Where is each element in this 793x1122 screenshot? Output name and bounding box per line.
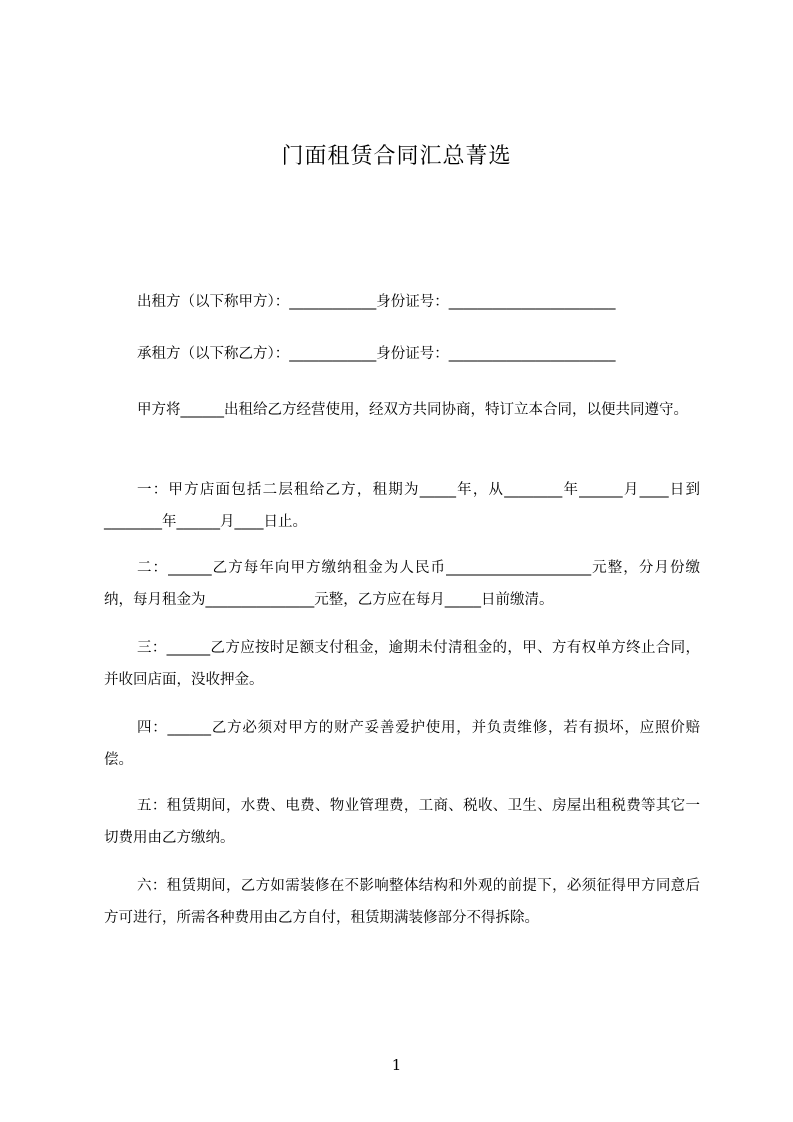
clause-4-paragraph: 四：______乙方必须对甲方的财产妥善爱护使用，并负责维修，若有损坏，应照价赔偿。 [104, 720, 700, 768]
document-title: 门面租赁合同汇总菁选 [281, 144, 512, 169]
preamble-paragraph: 甲方将______出租给乙方经营使用，经双方共同协商，特订立本合同，以便共同遵守。 [137, 402, 688, 418]
clause-1-paragraph: 一：甲方店面包括二层租给乙方，租期为_____年，从________年______月____日到________年______月____日止。 [104, 482, 700, 530]
lessor-line: 出租方（以下称甲方）：____________身份证号：_______________________ [137, 294, 616, 310]
lessee-line: 承租方（以下称乙方）：____________身份证号：_______________________ [137, 346, 616, 362]
clause-3-paragraph: 三：______乙方应按时足额支付租金，逾期未付清租金的，甲、方有权单方终止合同，并收回店面，没收押金。 [104, 640, 700, 688]
clause-5-paragraph: 五：租赁期间，水费、电费、物业管理费，工商、税收、卫生、房屋出租税费等其它一切费用由乙方缴纳。 [104, 798, 700, 846]
clause-2-paragraph: 二：______乙方每年向甲方缴纳租金为人民币____________________元整，分月份缴纳，每月租金为_______________元整，乙方应在每月_____日前缴清。 [104, 560, 700, 608]
clause-6-paragraph: 六：租赁期间，乙方如需装修在不影响整体结构和外观的前提下，必须征得甲方同意后方可进行，所需各种费用由乙方自付，租赁期满装修部分不得拆除。 [104, 878, 700, 926]
page-number: 1 [391, 1056, 402, 1074]
